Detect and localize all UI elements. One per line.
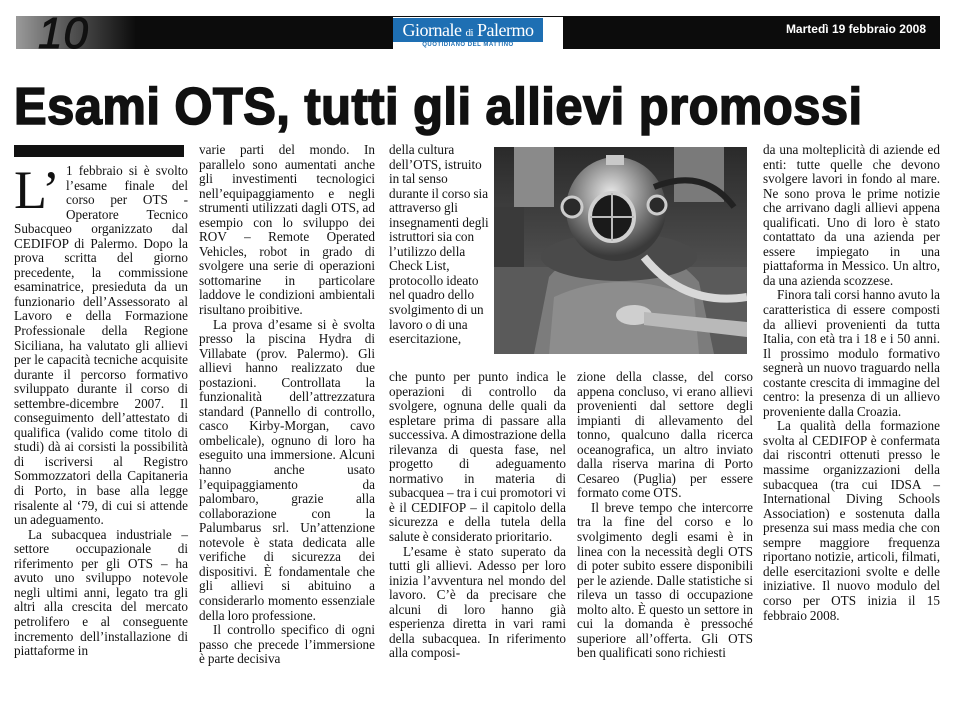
page-number: 10 (38, 9, 89, 58)
paragraph-4: La prova d’esame si è svolta presso la piscina Hydra di Villabate (prov. Palermo). Gli allievi hanno realizzato due postazioni. Controllata la funzionalità dell’attrezzatura standard (Pannello di controllo, casco Kirby-Morgan, cavo ombelicale), ognuno di loro ha eseguito una immersione. Alcuni hanno anche usato l’equipaggiamento da palombaro, grazie alla collaborazione con la Palumbarus srl. Un’attenzione notevole è stata dedicata alle verifiche di sicurezza dei dispositivi. È fondamentale che gli allievi si abituino a considerarlo momento essenziale della loro professione. (199, 316, 375, 623)
article-column-1 (14, 160, 188, 659)
paragraph-1-text: 1 febbraio si è svolto l’esame finale del corso per OTS - Operatore Tecnico Subacqueo organizzato dal CEDIFOP di Palermo. Dopo la prova scritta del giorno precedente, la commissione esaminatrice, presieduta da un funzionario dell’Assessorato al Lavoro e della Formazione Professionale della Regione Siciliana, ha valutato gli allievi per le capacità tecniche acquisite durante il percorso formativo sviluppato durante il corso di settembre-dicembre 2007. Il conseguimento dell’attestato di qualifica (valido come titolo di studi) dà ai corsisti la possibilità di iscriversi al Registro Sommozzatori della Capitaneria di Porto, in base alla legge risalente al ‘79, di cui si attende un adeguamento. (14, 163, 188, 528)
paragraph-12: Finora tali corsi hanno avuto la caratteristica di essere composti da allievi provenienti da tutta Italia, con età tra i 18 e i 50 anni. Il prossimo modulo formativo segnerà un nuovo traguardo nella costante crescita di immagine del centro: la presenza di un allievo proveniente dalla Croazia. (763, 287, 940, 419)
paragraph-9: zione della classe, del corso appena concluso, vi erano allievi provenienti dal settore degli impianti di allevamento del tonno, qualcuno dalla ricerca oceanografica, un altro inviato dalla riserva marina di Porto Cesareo (Puglia) per essere formato come OTS. (577, 369, 753, 501)
paragraph-13: La qualità della formazione svolta al CEDIFOP è confermata dai riscontri ottenuti presso le massime organizzazioni della subacquea (tra cui IDSA – International Diving Schools Association) e sostenuta dalla presenza sui mass media che con sempre maggiore frequenza riportano notizie, articoli, filmati, delle esercitazioni svolte e delle iniziative. Il nuovo modulo del corso per OTS inizia il 15 febbraio 2008. (763, 418, 940, 623)
paragraph-3: varie parti del mondo. In parallelo sono aumentati anche gli investimenti tecnologici nell’equipaggiamento e negli strumenti utilizzati dagli OTS, ad esempio con lo sviluppo dei ROV – Remote Operated Vehicles, robot in grado di svolgere una serie di operazioni sottomarine in particolare laddove le condizioni ambientali risultano proibitive. (199, 142, 375, 318)
dropcap: L’ (14, 160, 61, 220)
paragraph-2: La subacquea industriale – settore occupazionale di riferimento per gli OTS – ha avuto uno sviluppo notevole negli ultimi anni, legato tra gli altri alla crescita del mercato petrolifero e al conseguente incremento dell’installazione di piattaforme in (14, 526, 188, 659)
diver-helmet-image (494, 147, 747, 354)
article-column-4 (577, 370, 753, 661)
logo-title-city: Palermo (477, 20, 534, 40)
paragraph-10: Il breve tempo che intercorre tra la fine del corso e lo svolgimento degli esami è in linea con la necessità degli OTS di poter subito essere disponibili per le aziende. Dalle statistiche si rileva un tasso di occupazione molto alto. È questo un settore in cui la domanda è pressoché superiore all’offerta. Gli OTS ben qualificati sono richiesti (577, 499, 753, 661)
diver-photo (494, 147, 747, 354)
article-column-3-narrow (389, 143, 489, 347)
newspaper-logo (393, 17, 563, 49)
headline-rule (14, 145, 184, 157)
paragraph-6: della cultura dell’OTS, istruito in tal senso durante il corso sia attraverso gli insegnamenti degli istruttori sia con l’utilizzo della Check List, protocollo ideato nel quadro dello svolgimento di un lavoro o di una esercitazione, (389, 142, 489, 347)
paragraph-5: Il controllo specifico di ogni passo che precede l’immersione è parte decisiva (199, 622, 375, 667)
logo-subtitle: QUOTIDIANO DEL MATTINO (422, 42, 514, 48)
logo-title (393, 18, 543, 42)
issue-date: Martedì 19 febbraio 2008 (785, 22, 926, 36)
logo-title-di: di (465, 27, 474, 39)
logo-title-main: Giornale (402, 20, 462, 40)
paragraph-8: L’esame è stato superato da tutti gli allievi. Adesso per loro inizia l’avventura nel mondo del lavoro. C’è da precisare che alcuni di loro hanno già esperienza diretta in vari rami della subacquea. In riferimento alla composi- (389, 543, 566, 661)
paragraph-7: che punto per punto indica le operazioni di controllo da svolgere, ognuna delle quali da espletare prima di passare alla successiva. A dimostrazione della rilevanza di questa fase, nel progetto di adeguamento normativo in materia di subacquea – tra i cui promotori vi è il CEDIFOP – il capitolo della sicurezza e della tutela della salute è considerato prioritario. (389, 369, 566, 545)
article-column-3-wide (389, 370, 566, 661)
article-column-2 (199, 143, 375, 667)
paragraph-1 (14, 160, 188, 528)
paragraph-11: da una molteplicità di aziende ed enti: tutte quelle che devono svolgere lavori in fondo al mare. Ne sono prova le prime notizie che arrivano dagli allievi appena qualificati. Uno di loro è stato contattato da una azienda per essere impiegato in una piattaforma in Messico. Un altro, da una azienda scozzese. (763, 142, 940, 288)
article-column-5 (763, 143, 940, 623)
article-headline: Esami OTS, tutti gli allievi promossi (14, 78, 863, 136)
